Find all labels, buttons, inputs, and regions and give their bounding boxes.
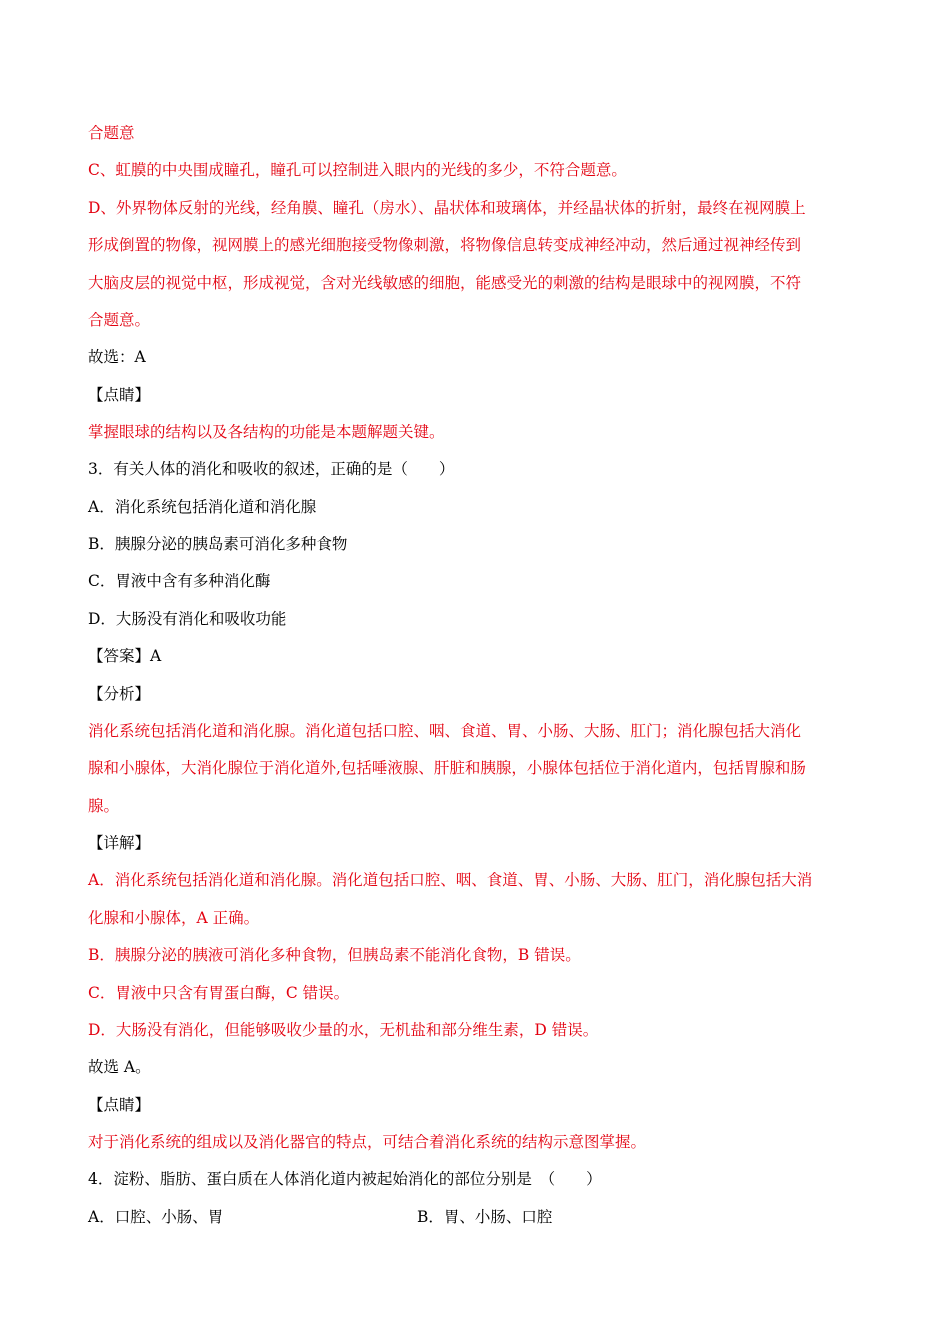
prev-detail-continuation: 合题意	[88, 124, 135, 142]
question-3-detail-b: B．胰腺分泌的胰液可消化多种食物，但胰岛素不能消化食物，B 错误。	[88, 946, 581, 964]
question-3-final-choice: 故选 A。	[88, 1058, 151, 1076]
question-3-answer: 【答案】A	[88, 647, 162, 665]
question-3-analysis-label: 【分析】	[88, 685, 151, 703]
question-3-detail-label: 【详解】	[88, 834, 151, 852]
question-4-stem: 4．淀粉、脂肪、蛋白质在人体消化道内被起始消化的部位分别是 （ ）	[88, 1170, 602, 1188]
prev-dianjing-label: 【点睛】	[88, 386, 151, 404]
question-3-detail-d: D．大肠没有消化，但能够吸收少量的水，无机盐和部分维生素，D 错误。	[88, 1021, 599, 1039]
question-4-option-b: B．胃、小肠、口腔	[417, 1208, 553, 1226]
prev-final-choice: 故选：A	[88, 348, 146, 366]
prev-detail-option-d-line4: 合题意。	[88, 311, 151, 329]
prev-dianjing-text: 掌握眼球的结构以及各结构的功能是本题解题关键。	[88, 423, 445, 441]
question-3-option-c: C．胃液中含有多种消化酶	[88, 572, 271, 590]
question-3-detail-a-line1: A．消化系统包括消化道和消化腺。消化道包括口腔、咽、食道、胃、小肠、大肠、肛门，消化腺包括大消	[88, 871, 813, 889]
prev-detail-option-d-line2: 形成倒置的物像，视网膜上的感光细胞接受物像刺激，将物像信息转变成神经冲动，然后通过视神经传到	[88, 236, 802, 254]
question-3-detail-a-line2: 化腺和小腺体，A 正确。	[88, 909, 260, 927]
question-3-option-b: B．胰腺分泌的胰岛素可消化多种食物	[88, 535, 348, 553]
question-4-option-a: A．口腔、小肠、胃	[88, 1208, 224, 1226]
question-3-analysis-line3: 腺。	[88, 797, 120, 815]
question-3-analysis-line1: 消化系统包括消化道和消化腺。消化道包括口腔、咽、食道、胃、小肠、大肠、肛门；消化腺包括大消化	[88, 722, 802, 740]
prev-detail-option-d-line1: D、外界物体反射的光线，经角膜、瞳孔（房水）、晶状体和玻璃体，并经晶状体的折射，最终在视网膜上	[88, 199, 806, 217]
question-3-dianjing-text: 对于消化系统的组成以及消化器官的特点，可结合着消化系统的结构示意图掌握。	[88, 1133, 647, 1151]
question-3-detail-c: C．胃液中只含有胃蛋白酶，C 错误。	[88, 984, 350, 1002]
question-3-option-a: A．消化系统包括消化道和消化腺	[88, 498, 317, 516]
question-3-dianjing-label: 【点睛】	[88, 1096, 151, 1114]
question-3-analysis-line2: 腺和小腺体，大消化腺位于消化道外,包括唾液腺、肝脏和胰腺，小腺体包括位于消化道内，包括胃腺和肠	[88, 759, 806, 777]
question-3-stem: 3．有关人体的消化和吸收的叙述，正确的是（ ）	[88, 460, 455, 478]
prev-detail-option-c: C、虹膜的中央围成瞳孔，瞳孔可以控制进入眼内的光线的多少，不符合题意。	[88, 161, 627, 179]
question-3-option-d: D．大肠没有消化和吸收功能	[88, 610, 287, 628]
prev-detail-option-d-line3: 大脑皮层的视觉中枢，形成视觉，含对光线敏感的细胞，能感受光的刺激的结构是眼球中的视网膜，不符	[88, 274, 802, 292]
